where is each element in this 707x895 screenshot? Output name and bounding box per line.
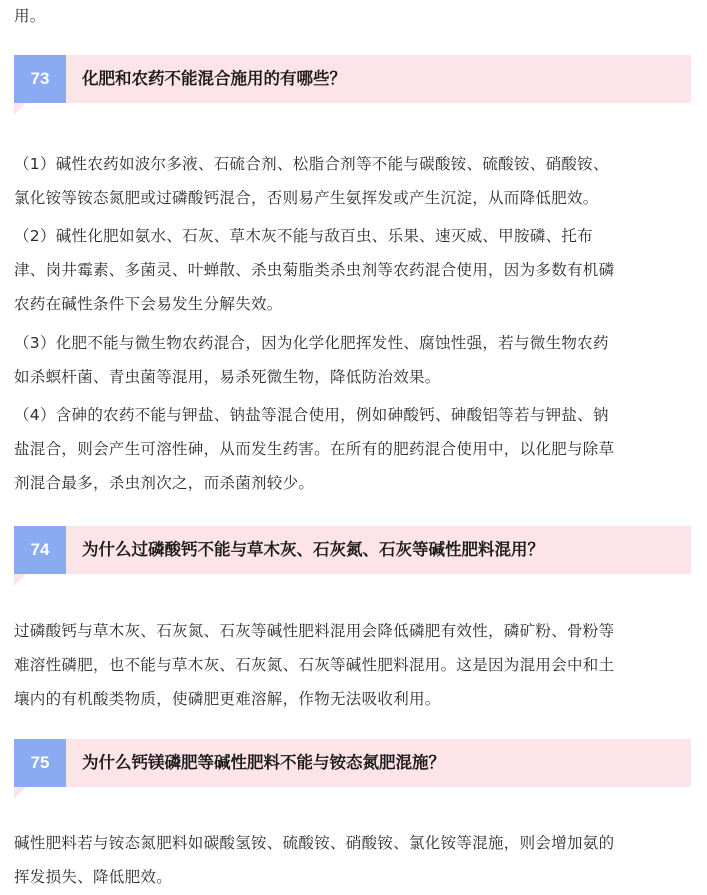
paragraph-line: 盐混合，则会产生可溶性砷，从而发生药害。在所有的肥药混合使用中，以化肥与除草 xyxy=(14,440,615,458)
paragraph-line: 壤内的有机酸类物质，使磷肥更难溶解，作物无法吸收利用。 xyxy=(14,690,441,708)
section-heading-75 xyxy=(14,739,691,787)
paragraph-line: （3）化肥不能与微生物农药混合，因为化学化肥挥发性、腐蚀性强，若与微生物农药 xyxy=(14,334,609,352)
paragraph-line: （1）碱性农药如波尔多液、石硫合剂、松脂合剂等不能与碳酸铵、硫酸铵、硝酸铵、 xyxy=(14,155,609,173)
paragraph-line: （2）碱性化肥如氨水、石灰、草木灰不能与敌百虫、乐果、速灭威、甲胺磷、托布 xyxy=(14,227,593,245)
paragraph-line: 碱性肥料若与铵态氮肥料如碳酸氢铵、硫酸铵、硝酸铵、氯化铵等混施，则会增加氨的 xyxy=(14,834,615,852)
paragraph-line: 过磷酸钙与草木灰、石灰氮、石灰等碱性肥料混用会降低磷肥有效性，磷矿粉、骨粉等 xyxy=(14,622,615,640)
paragraph-line: 如杀螟杆菌、青虫菌等混用，易杀死微生物，降低防治效果。 xyxy=(14,368,441,386)
top-text: 用。 xyxy=(14,7,46,25)
paragraph-line: 农药在碱性条件下会易发生分解失效。 xyxy=(14,295,283,313)
section-number-badge: 73 xyxy=(14,55,66,103)
paragraph-line: 难溶性磷肥，也不能与草木灰、石灰氮、石灰等碱性肥料混用。这是因为混用会中和土 xyxy=(14,656,615,674)
section-title: 为什么钙镁磷肥等碱性肥料不能与铵态氮肥混施？ xyxy=(82,753,445,772)
paragraph-line: （4）含砷的农药不能与钾盐、钠盐等混合使用，例如砷酸钙、砷酸铝等若与钾盐、钠 xyxy=(14,406,609,424)
section-number-badge: 75 xyxy=(14,739,66,787)
section-number-badge: 74 xyxy=(14,526,66,574)
section-heading-74 xyxy=(14,526,691,574)
paragraph-line: 氯化铵等铵态氮肥或过磷酸钙混合，否则易产生氨挥发或产生沉淀，从而降低肥效。 xyxy=(14,189,599,207)
heading-tail-decoration xyxy=(14,787,26,799)
paragraph-line: 津、岗井霉素、多菌灵、叶蝉散、杀虫菊脂类杀虫剂等农药混合使用，因为多数有机磷 xyxy=(14,261,615,279)
paragraph-line: 挥发损失、降低肥效。 xyxy=(14,868,173,886)
section-title: 为什么过磷酸钙不能与草木灰、石灰氮、石灰等碱性肥料混用？ xyxy=(82,540,544,559)
section-heading-73 xyxy=(14,55,691,103)
paragraph-line: 剂混合最多，杀虫剂次之，而杀菌剂较少。 xyxy=(14,474,315,492)
heading-tail-decoration xyxy=(14,574,26,586)
section-title: 化肥和农药不能混合施用的有哪些？ xyxy=(82,69,346,88)
heading-tail-decoration xyxy=(14,103,26,115)
